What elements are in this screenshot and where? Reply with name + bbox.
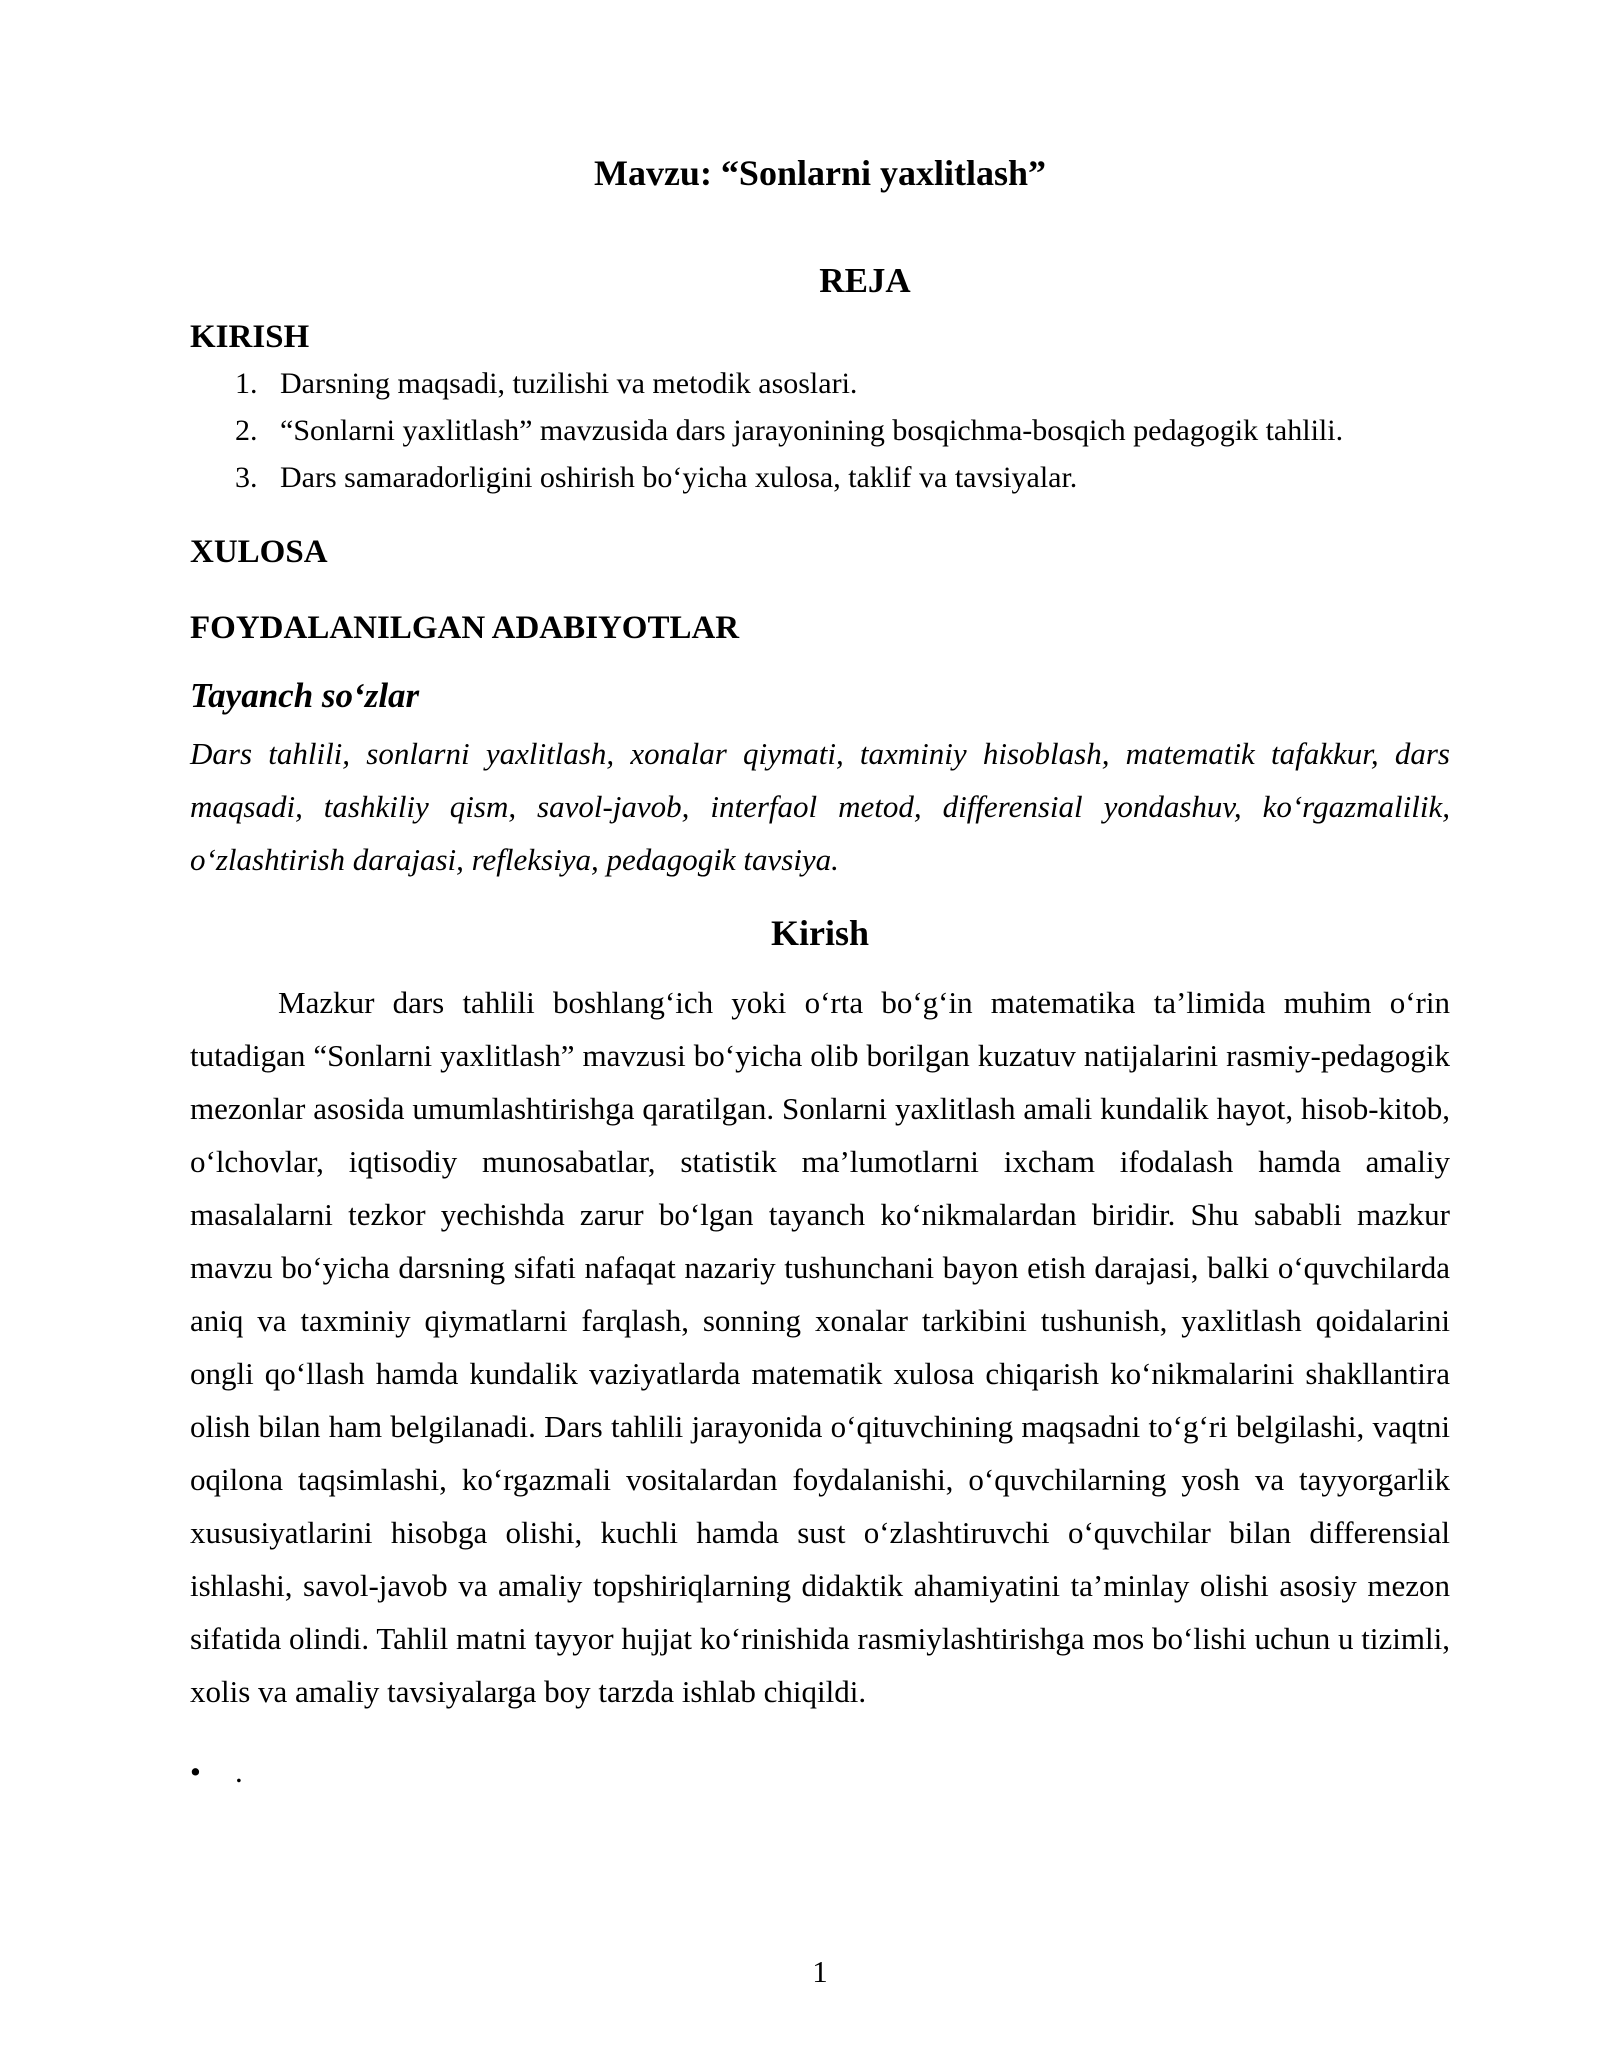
plan-item-text: Darsning maqsadi, tuzilishi va metodik asoslari.: [280, 367, 858, 400]
plan-item-number: 2.: [235, 414, 258, 447]
xulosa-section-heading: XULOSA: [190, 534, 328, 570]
keywords-paragraph: Dars tahlili, sonlarni yaxlitlash, xonalar qiymati, taxminiy hisoblash, matematik tafakkur, dars maqsadi, tashkiliy qism, savol-javob, interfaol metod, differensial yondashuv, ko‘rgazmalilik, o‘zlashtirish darajasi, refleksiya, pedagogik tavsiya.: [190, 736, 1450, 877]
plan-item-number: 1.: [235, 367, 258, 400]
document-title: Mavzu: “Sonlarni yaxlitlash”: [593, 153, 1047, 193]
plan-list: [190, 360, 1450, 501]
adabiyotlar-section-heading: FOYDALANILGAN ADABIYOTLAR: [190, 610, 740, 646]
kirish-section-heading: KIRISH: [190, 319, 310, 355]
plan-item-number: 3.: [235, 461, 258, 494]
plan-heading: REJA: [819, 261, 911, 300]
keywords-heading: Tayanch so‘zlar: [190, 676, 420, 715]
plan-list-item: [190, 454, 1450, 501]
intro-heading: Kirish: [770, 913, 869, 953]
page-number: 1: [812, 1954, 828, 1989]
plan-item-text: “Sonlarni yaxlitlash” mavzusida dars jarayonining bosqichma-bosqich pedagogik tahlili.: [280, 414, 1344, 447]
plan-list-item: [190, 407, 1450, 454]
intro-paragraph: Mazkur dars tahlili boshlang‘ich yoki o‘rta bo‘g‘in matematika ta’limida muhim o‘rin tutadigan “Sonlarni yaxlitlash” mavzusi bo‘yicha olib borilgan kuzatuv natijalarini rasmiy-pedagogik mezonlar asosida umumlashtirishga qaratilgan. Sonlarni yaxlitlash amali kundalik hayot, hisob-kitob, o‘lchovlar, iqtisodiy munosabatlar, statistik ma’lumotlarni ixcham ifodalash hamda amaliy masalalarni tezkor yechishda zarur bo‘lgan tayanch ko‘nikmalardan biridir. Shu sababli mazkur mavzu bo‘yicha darsning sifati nafaqat nazariy tushunchani bayon etish darajasi, balki o‘quvchilarda aniq va taxminiy qiymatlarni farqlash, sonning xonalar tarkibini tushunish, yaxlitlash qoidalarini ongli qo‘llash hamda kundalik vaziyatlarda matematik xulosa chiqarish ko‘nikmalarini shakllantira olish bilan ham belgilanadi. Dars tahlili jarayonida o‘qituvchining maqsadni to‘g‘ri belgilashi, vaqtni oqilona taqsimlashi, ko‘rgazmali vositalardan foydalanishi, o‘quvchilarning yosh va tayyorgarlik xususiyatlarini hisobga olishi, kuchli hamda sust o‘zlashtiruvchi o‘quvchilar bilan differensial ishlashi, savol-javob va amaliy topshiriqlarning didaktik ahamiyatini ta’minlay olishi asosiy mezon sifatida olindi. Tahlil matni tayyor hujjat ko‘rinishida rasmiylashtirishga mos bo‘lishi uchun u tizimli, xolis va amaliy tavsiyalarga boy tarzda ishlab chiqildi.: [190, 985, 1450, 1709]
bullet-list-item: [190, 1748, 1450, 1795]
plan-list-item: [190, 360, 1450, 407]
bullet-item-text: .: [235, 1754, 243, 1789]
plan-item-text: Dars samaradorligini oshirish bo‘yicha xulosa, taklif va tavsiyalar.: [280, 461, 1078, 494]
bullet-icon: •: [190, 1754, 201, 1789]
